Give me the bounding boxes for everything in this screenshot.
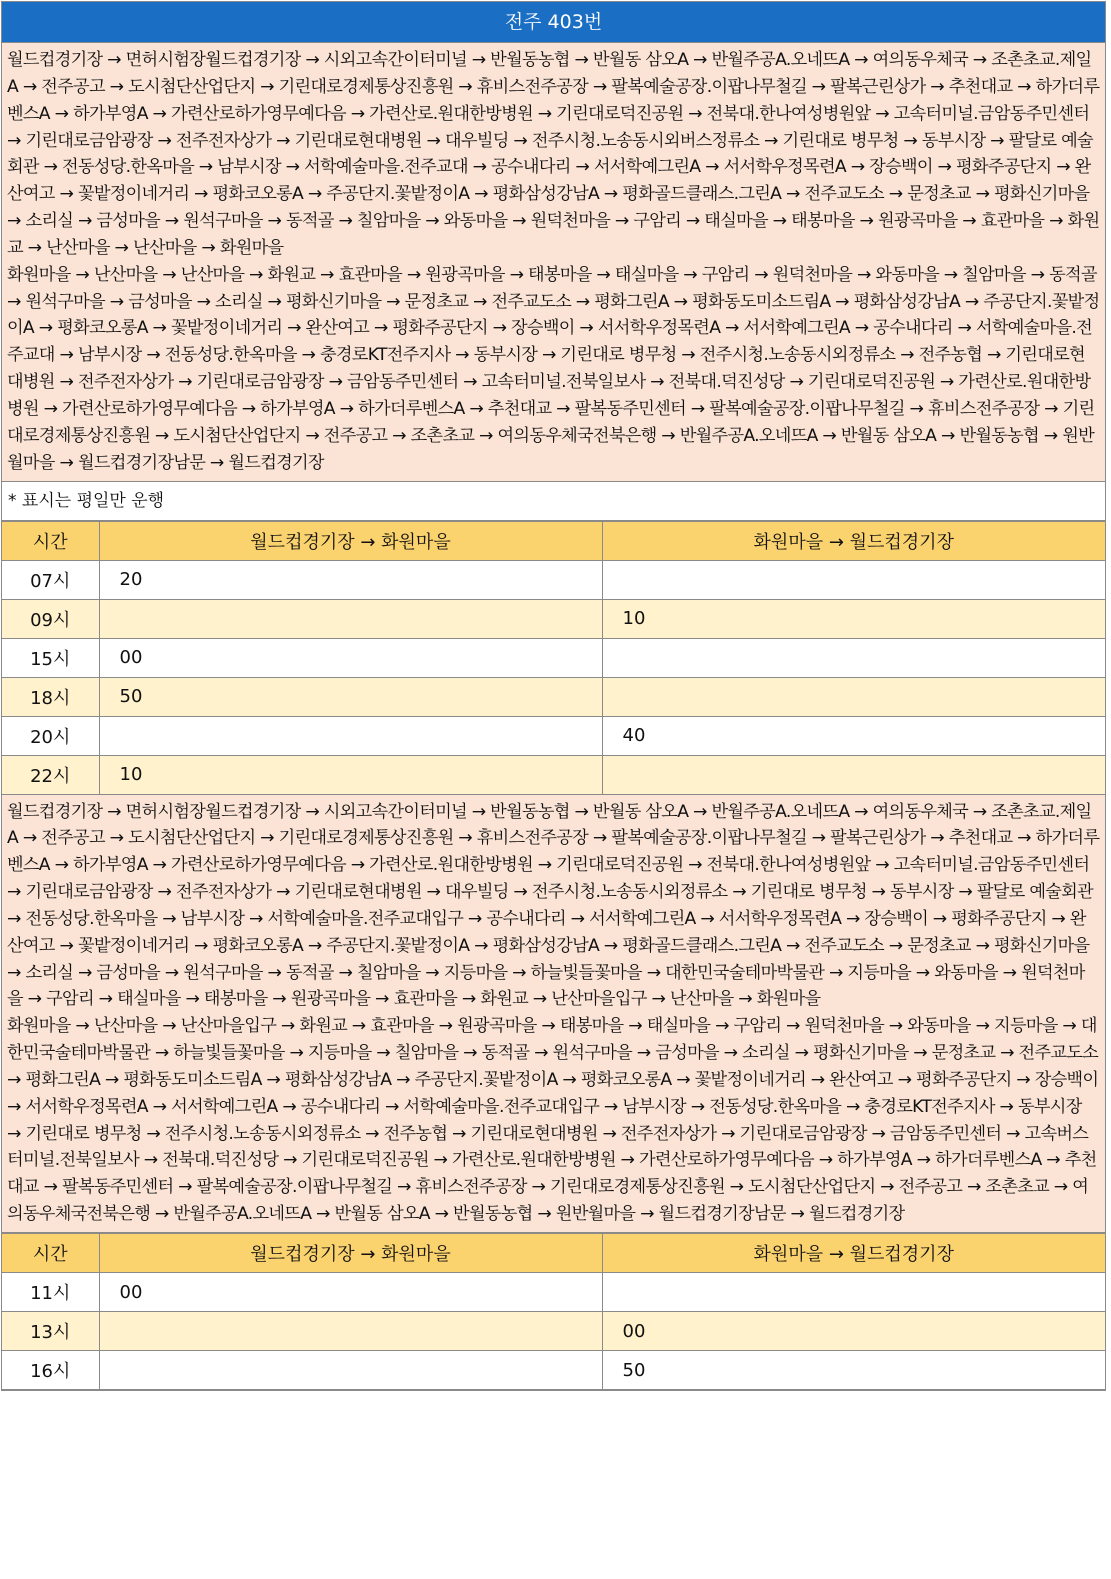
header-time: 시간 (2, 521, 99, 560)
forward-minute-cell: 20 (99, 560, 602, 599)
table-row (2, 1273, 1105, 1312)
hour-cell: 20시 (2, 716, 99, 755)
table-row (2, 1351, 1105, 1390)
hour-cell: 11시 (2, 1273, 99, 1312)
header-time: 시간 (2, 1234, 99, 1273)
forward-minute-cell: 00 (99, 1273, 602, 1312)
schedule-table-1 (2, 521, 1105, 795)
route-backward-text: 화원마을 → 난산마을 → 난산마을 → 화원교 → 효관마을 → 원광곡마을 → 태봉마을 → 태실마을 → 구암리 → 원덕천마을 → 와동마을 → 칠암마을 → 동적골 → 원석구마을 → 금성마을 → 소리실 → 평화신기마을 → 문정초교 → 전주교도소 → 평화그린A → 평화동도미소드림A → 평화삼성강남A → 주공단지.꽃밭정이A → 평화코오롱A → 꽃밭정이네거리 → 완산여고 → 평화주공단지 → 장승백이 → 서서학우정목련A → 서서학예그린A → 공수내다리 → 서학예술마을.전주교대 → 남부시장 → 전동성당.한옥마을 → 충경로KT전주지사 → 동부시장 → 기린대로 병무청 → 전주시청.노송동시외정류소 → 전주농협 → 기린대로현대병원 → 전주전자상가 → 기린대로금암광장 → 금암동주민센터 → 고속터미널.전북일보사 → 전북대.덕진성당 → 기린대로덕진공원 → 가련산로.원대한방병원 → 가련산로하가영무예다음 → 하가부영A → 하가더루벤스A → 추천대교 → 팔복동주민센터 → 팔복예술공장.이팝나무철길 → 휴비스전주공장 → 기린대로경제통상진흥원 → 도시첨단산업단지 → 전주공고 → 조촌초교 → 여의동우체국전북은행 → 반월주공A.오네뜨A → 반월동 삼오A → 반월동농협 → 원반월마을 → 월드컵경기장남문 → 월드컵경기장 (7, 264, 1100, 473)
backward-minute-cell: 10 (602, 599, 1105, 638)
forward-minute-cell: 50 (99, 677, 602, 716)
forward-minute-cell (99, 599, 602, 638)
backward-minute-cell: 00 (602, 1312, 1105, 1351)
forward-minute-cell: 00 (99, 638, 602, 677)
table-row (2, 599, 1105, 638)
hour-cell: 16시 (2, 1351, 99, 1390)
route-description-1 (2, 43, 1105, 482)
backward-minute-cell: 50 (602, 1351, 1105, 1390)
page-title: 전주 403번 (2, 2, 1105, 43)
backward-minute-cell: 40 (602, 716, 1105, 755)
schedule-table-2 (2, 1233, 1105, 1390)
backward-minute-cell (602, 560, 1105, 599)
weekday-note: * 표시는 평일만 운행 (2, 482, 1105, 521)
hour-cell: 22시 (2, 755, 99, 794)
forward-minute-cell: 10 (99, 755, 602, 794)
backward-minute-cell (602, 755, 1105, 794)
hour-cell: 07시 (2, 560, 99, 599)
table-row (2, 716, 1105, 755)
hour-cell: 13시 (2, 1312, 99, 1351)
forward-minute-cell (99, 1312, 602, 1351)
backward-minute-cell (602, 677, 1105, 716)
timetable (1, 1, 1106, 1391)
backward-minute-cell (602, 1273, 1105, 1312)
header-forward: 월드컵경기장 → 화원마을 (99, 1234, 602, 1273)
table-row (2, 638, 1105, 677)
hour-cell: 15시 (2, 638, 99, 677)
table-row (2, 677, 1105, 716)
backward-minute-cell (602, 638, 1105, 677)
hour-cell: 09시 (2, 599, 99, 638)
table-row (2, 560, 1105, 599)
forward-minute-cell (99, 716, 602, 755)
route-forward-text: 월드컵경기장 → 면허시험장월드컵경기장 → 시외고속간이터미널 → 반월동농협 → 반월동 삼오A → 반월주공A.오네뜨A → 여의동우체국 → 조촌초교.제일A → 전주공고 → 도시첨단산업단지 → 기린대로경제통상진흥원 → 휴비스전주공장 → 팔복예술공장.이팝나무철길 → 팔복근린상가 → 추천대교 → 하가더루벤스A → 하가부영A → 가련산로하가영무예다음 → 가련산로.원대한방병원 → 기린대로덕진공원 → 전북대.한나여성병원앞 → 고속터미널.금암동주민센터 → 기린대로금암광장 → 전주전자상가 → 기린대로현대병원 → 대우빌딩 → 전주시청.노송동시외버스정류소 → 기린대로 병무청 → 동부시장 → 팔달로 예술회관 → 전동성당.한옥마을 → 남부시장 → 서학예술마을.전주교대 → 공수내다리 → 서서학예그린A → 서서학우정목련A → 장승백이 → 평화주공단지 → 완산여고 → 꽃밭정이네거리 → 평화코오롱A → 주공단지.꽃밭정이A → 평화삼성강남A → 평화골드클래스.그린A → 전주교도소 → 문정초교 → 평화신기마을 → 소리실 → 금성마을 → 원석구마을 → 동적골 → 칠암마을 → 와동마을 → 원덕천마을 → 구암리 → 태실마을 → 태봉마을 → 원광곡마을 → 효관마을 → 화원교 → 난산마을 → 난산마을 → 화원마을 (7, 50, 1100, 258)
route-backward-text: 화원마을 → 난산마을 → 난산마을입구 → 화원교 → 효관마을 → 원광곡마을 → 태봉마을 → 태실마을 → 구암리 → 원덕천마을 → 와동마을 → 지등마을 → 대한민국술테마박물관 → 하늘빛들꽃마을 → 지등마을 → 칠암마을 → 동적골 → 원석구마을 → 금성마을 → 소리실 → 평화신기마을 → 문정초교 → 전주교도소 → 평화그린A → 평화동도미소드림A → 평화삼성강남A → 주공단지.꽃밭정이A → 평화코오롱A → 꽃밭정이네거리 → 완산여고 → 평화주공단지 → 장승백이 → 서서학우정목련A → 서서학예그린A → 공수내다리 → 서학예술마을.전주교대입구 → 남부시장 → 전동성당.한옥마을 → 충경로KT전주지사 → 동부시장 → 기린대로 병무청 → 전주시청.노송동시외정류소 → 전주농협 → 기린대로현대병원 → 전주전자상가 → 기린대로금암광장 → 금암동주민센터 → 고속버스터미널.전북일보사 → 전북대.덕진성당 → 기린대로덕진공원 → 가련산로.원대한방병원 → 가련산로하가영무예다음 → 하가부영A → 하가더루벤스A → 추천대교 → 팔복동주민센터 → 팔복예술공장.이팝나무철길 → 휴비스전주공장 → 기린대로경제통상진흥원 → 도시첨단산업단지 → 전주공고 → 조촌초교 → 여의동우체국전북은행 → 반월주공A.오네뜨A → 반월동 삼오A → 반월동농협 → 원반월마을 → 월드컵경기장남문 → 월드컵경기장 (7, 1016, 1099, 1225)
forward-minute-cell (99, 1351, 602, 1390)
hour-cell: 18시 (2, 677, 99, 716)
table-row (2, 755, 1105, 794)
route-description-2 (2, 795, 1105, 1234)
route-forward-text: 월드컵경기장 → 면허시험장월드컵경기장 → 시외고속간이터미널 → 반월동농협 → 반월동 삼오A → 반월주공A.오네뜨A → 여의동우체국 → 조촌초교.제일A → 전주공고 → 도시첨단산업단지 → 기린대로경제통상진흥원 → 휴비스전주공장 → 팔복예술공장.이팝나무철길 → 팔복근린상가 → 추천대교 → 하가더루벤스A → 하가부영A → 가련산로하가영무예다음 → 가련산로.원대한방병원 → 기린대로덕진공원 → 전북대.한나여성병원앞 → 고속터미널.금암동주민센터 → 기린대로금암광장 → 전주전자상가 → 기린대로현대병원 → 대우빌딩 → 전주시청.노송동시외정류소 → 기린대로 병무청 → 동부시장 → 팔달로 예술회관 → 전동성당.한옥마을 → 남부시장 → 서학예술마을.전주교대입구 → 공수내다리 → 서서학예그린A → 서서학우정목련A → 장승백이 → 평화주공단지 → 완산여고 → 꽃밭정이네거리 → 평화코오롱A → 주공단지.꽃밭정이A → 평화삼성강남A → 평화골드클래스.그린A → 전주교도소 → 문정초교 → 평화신기마을 → 소리실 → 금성마을 → 원석구마을 → 동적골 → 칠암마을 → 지등마을 → 하늘빛들꽃마을 → 대한민국술테마박물관 → 지등마을 → 와동마을 → 원덕천마을 → 구암리 → 태실마을 → 태봉마을 → 원광곡마을 → 효관마을 → 화원교 → 난산마을입구 → 난산마을 → 화원마을 (7, 801, 1100, 1010)
header-backward: 화원마을 → 월드컵경기장 (602, 521, 1105, 560)
table-row (2, 1312, 1105, 1351)
header-backward: 화원마을 → 월드컵경기장 (602, 1234, 1105, 1273)
header-forward: 월드컵경기장 → 화원마을 (99, 521, 602, 560)
